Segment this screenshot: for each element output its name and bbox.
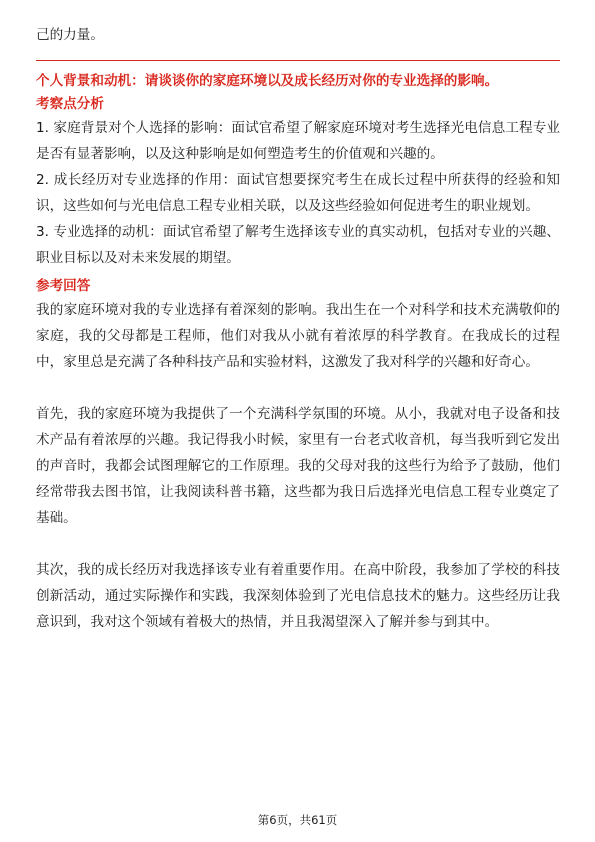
analysis-point-1: 1. 家庭背景对个人选择的影响：面试官希望了解家庭环境对考生选择光电信息工程专业是否有显著影响，以及这种影响是如何塑造考生的价值观和兴趣的。 bbox=[36, 120, 560, 162]
answer-heading: 参考回答 bbox=[36, 278, 91, 294]
question-title: 个人背景和动机：请谈谈你的家庭环境以及成长经历对你的专业选择的影响。 bbox=[36, 73, 499, 89]
answer-paragraph-2: 首先，我的家庭环境为我提供了一个充满科学氛围的环境。从小，我就对电子设备和技术产品有着浓厚的兴趣。我记得我小时候，家里有一台老式收音机，每当我听到它发出的声音时，我都会试图理解它的工作原理。我的父母对我的这些行为给予了鼓励，他们经常带我去图书馆，让我阅读科普书籍，这些都为我日后选择光电信息工程专业奠定了基础。 bbox=[36, 406, 560, 526]
answer-paragraph-1: 我的家庭环境对我的专业选择有着深刻的影响。我出生在一个对科学和技术充满敬仰的家庭，我的父母都是工程师，他们对我从小就有着浓厚的科学教育。在我成长的过程中，家里总是充满了各种科技产品和实验材料，这激发了我对科学的兴趣和好奇心。 bbox=[36, 302, 560, 370]
intro-tail-text: 己的力量。 bbox=[36, 27, 104, 43]
answer-paragraph-3: 其次，我的成长经历对我选择该专业有着重要作用。在高中阶段，我参加了学校的科技创新活动，通过实际操作和实践，我深刻体验到了光电信息技术的魅力。这些经历让我意识到，我对这个领域有着极大的热情，并且我渴望深入了解并参与到其中。 bbox=[36, 562, 560, 630]
paragraph-gap bbox=[36, 375, 560, 401]
page-content bbox=[36, 22, 560, 635]
page-number: 第6页，共61页 bbox=[257, 813, 338, 827]
analysis-heading: 考察点分析 bbox=[36, 96, 104, 112]
analysis-point-2: 2. 成长经历对专业选择的作用：面试官想要探究考生在成长过程中所获得的经验和知识，这些如何与光电信息工程专业相关联，以及这些经验如何促进考生的职业规划。 bbox=[36, 172, 560, 214]
analysis-point-3: 3. 专业选择的动机：面试官希望了解考生选择该专业的真实动机，包括对专业的兴趣、职业目标以及对未来发展的期望。 bbox=[36, 224, 560, 266]
question-divider bbox=[36, 60, 560, 61]
paragraph-gap bbox=[36, 531, 560, 557]
